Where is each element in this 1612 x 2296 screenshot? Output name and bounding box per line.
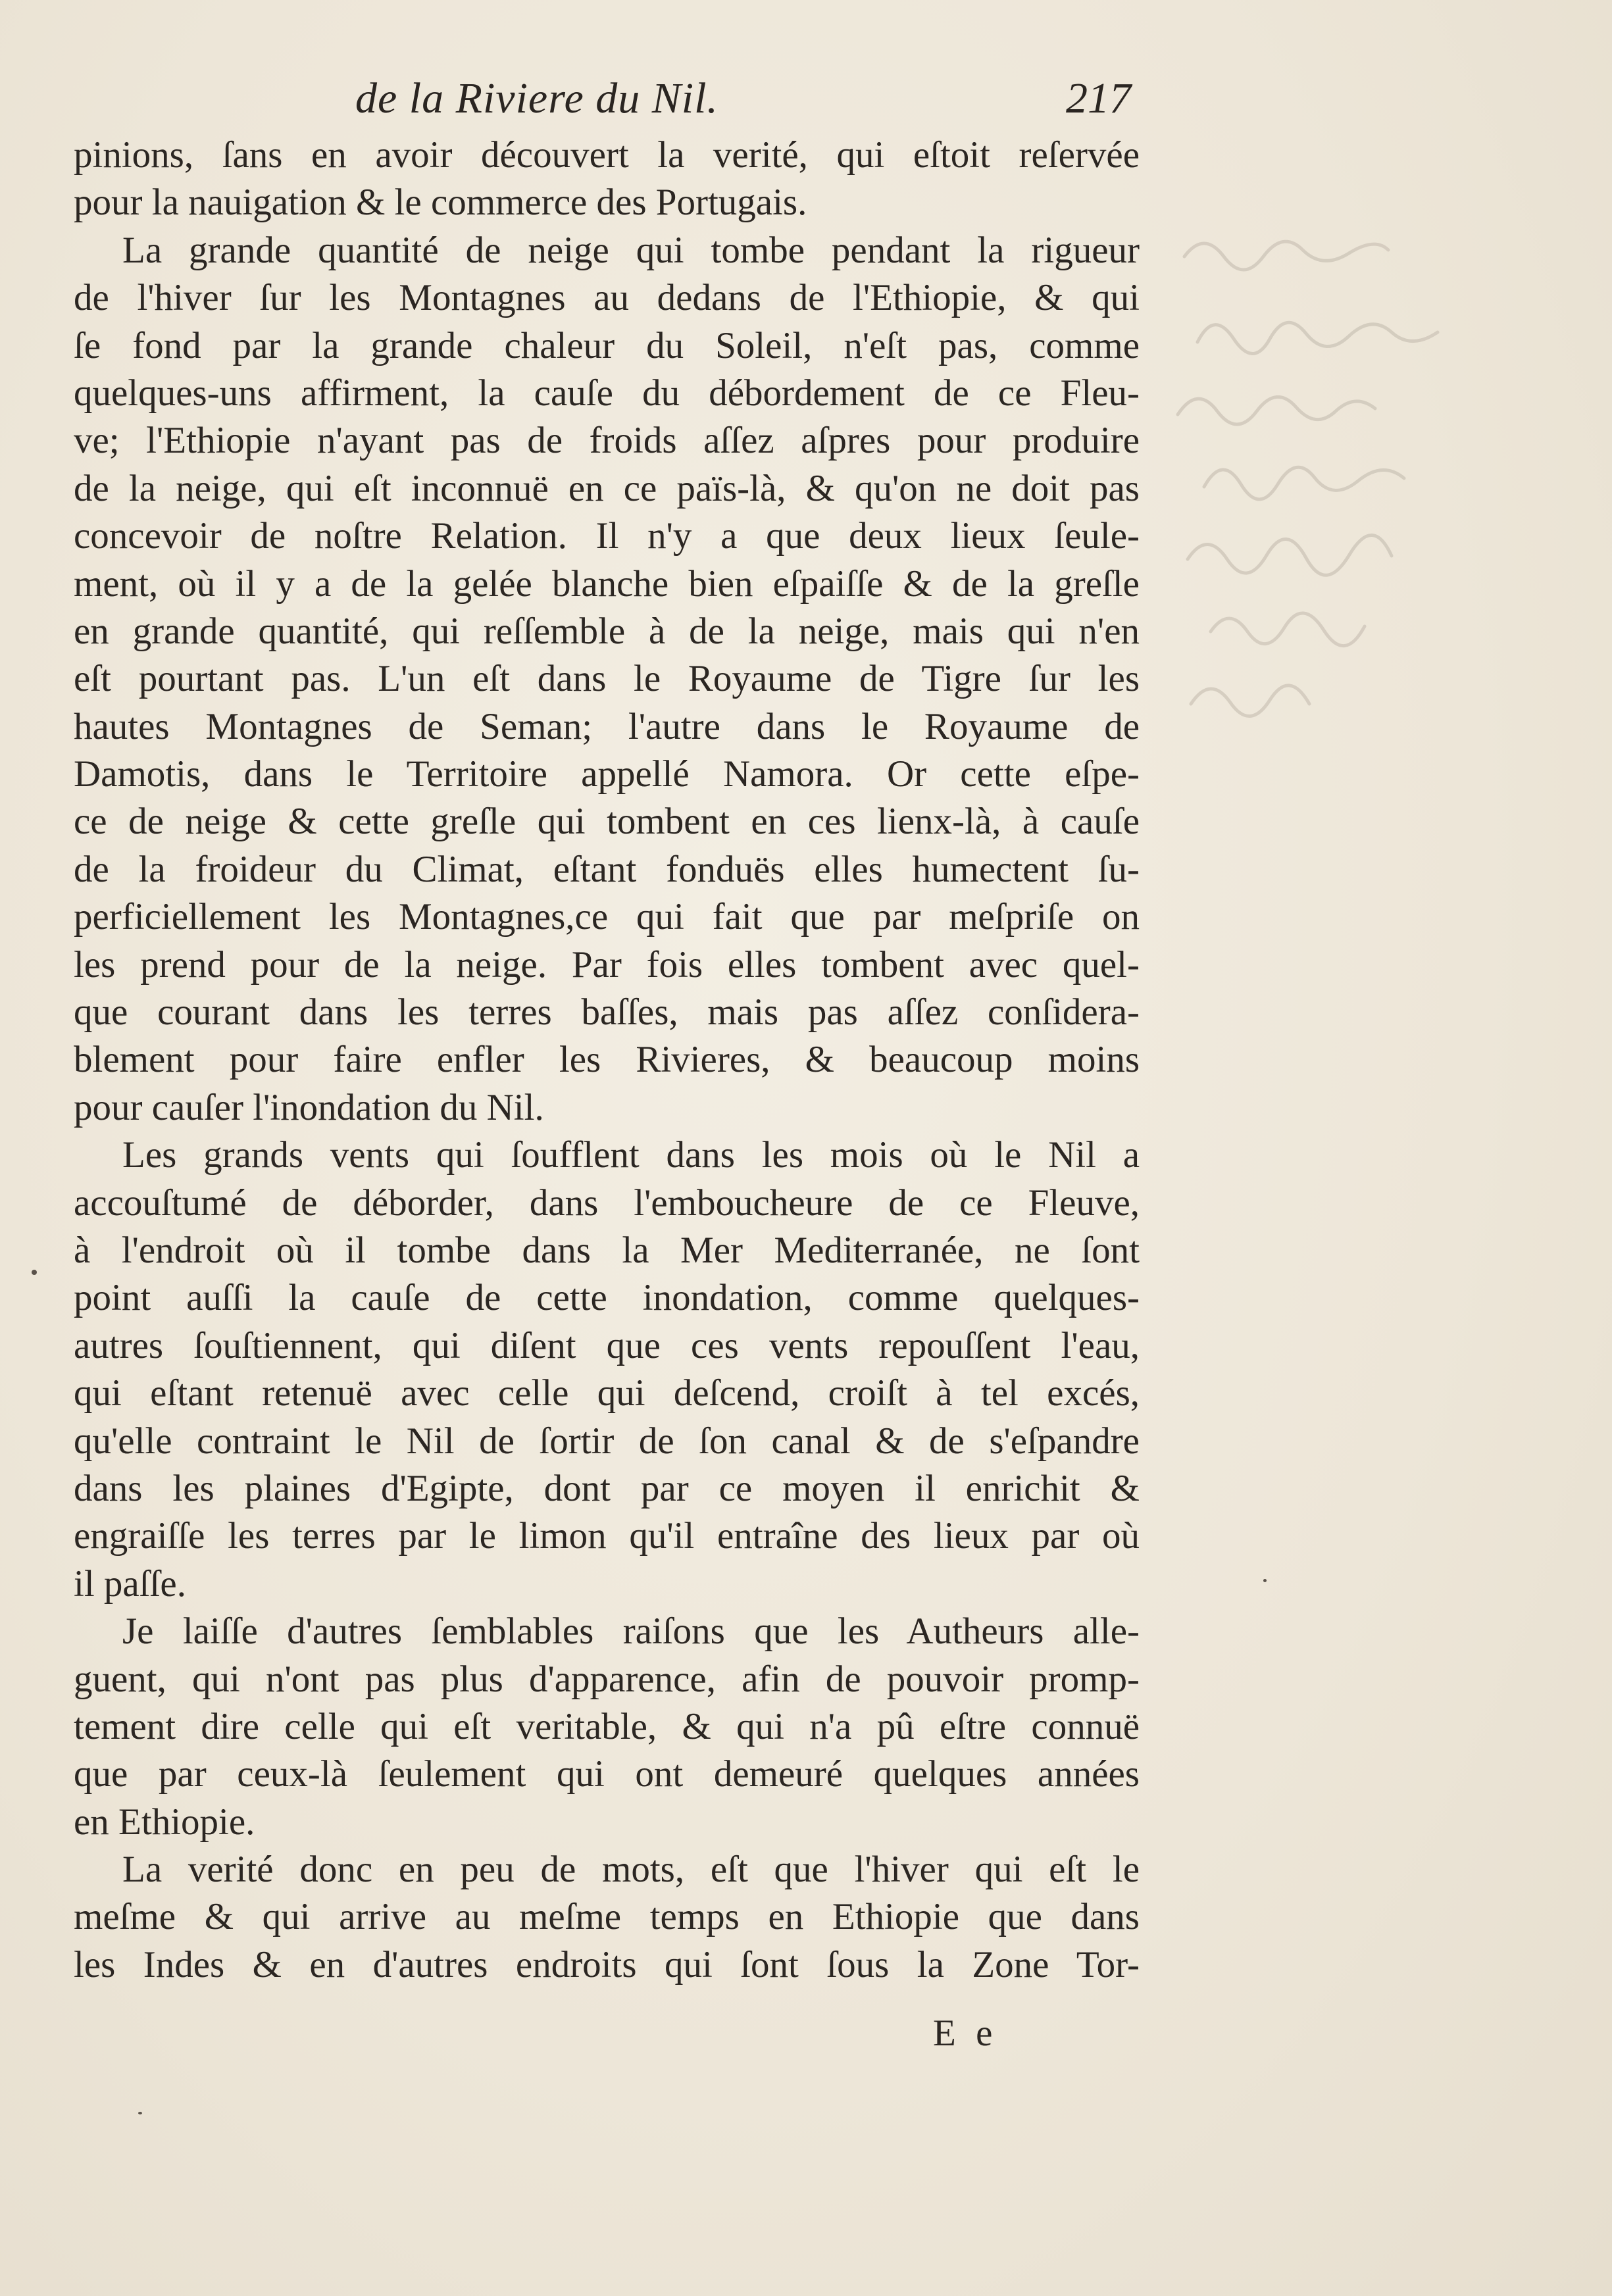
text-line: les prend pour de la neige. Par fois elles tombent avec quel-	[74, 943, 1140, 986]
text-line: hautes Montagnes de Seman; l'autre dans le Royaume de	[74, 705, 1140, 747]
ink-speck	[32, 1270, 37, 1275]
page-number: 217	[1066, 74, 1131, 122]
text-line: concevoir de noſtre Relation. Il n'y a que deux lieux ſeule-	[74, 515, 1140, 557]
ink-speck	[1263, 1579, 1267, 1582]
text-line: ce de neige & cette greſle qui tombent en ces lienx-là, à cauſe	[74, 801, 1140, 843]
text-line: ment, où il y a de la gelée blanche bien eſpaiſſe & de la greſle	[74, 562, 1140, 605]
show-through-marks	[1158, 178, 1605, 836]
text-line: pour cauſer l'inondation du Nil.	[74, 1086, 544, 1128]
text-line: engraiſſe les terres par le limon qu'il entraîne des lieux par où	[74, 1515, 1140, 1557]
catchword: E e	[933, 2012, 998, 2054]
text-line: il paſſe.	[74, 1562, 186, 1605]
text-line: de la neige, qui eſt inconnuë en ce païs-là, & qu'on ne doit pas	[74, 467, 1140, 509]
text-line: à l'endroit où il tombe dans la Mer Mediterranée, ne ſont	[74, 1229, 1140, 1271]
ink-speck	[138, 2112, 142, 2114]
text-line: accouſtumé de déborder, dans l'emboucheure de ce Fleuve,	[74, 1182, 1140, 1224]
text-line: dans les plaines d'Egipte, dont par ce moyen il enrichit &	[74, 1467, 1140, 1509]
text-line: perficiellement les Montagnes,ce qui fait que par meſpriſe on	[74, 896, 1140, 938]
text-line: que par ceux-là ſeulement qui ont demeuré quelques années	[74, 1753, 1140, 1795]
text-line: en grande quantité, qui reſſemble à de la neige, mais qui n'en	[74, 610, 1140, 652]
text-line: tement dire celle qui eſt veritable, & qui n'a pû eſtre connuë	[74, 1705, 1140, 1747]
text-line: La grande quantité de neige qui tombe pendant la rigueur	[122, 229, 1140, 271]
text-line: La verité donc en peu de mots, eſt que l'hiver qui eſt le	[122, 1849, 1140, 1891]
text-line: point auſſi la cauſe de cette inondation, comme quelques-	[74, 1277, 1140, 1319]
text-line: Damotis, dans le Territoire appellé Namora. Or cette eſpe-	[74, 753, 1140, 795]
text-line: Je laiſſe d'autres ſemblables raiſons que les Autheurs alle-	[122, 1610, 1140, 1653]
text-line: pour la nauigation & le commerce des Portugais.	[74, 182, 807, 224]
text-line: de la froideur du Climat, eſtant fonduës elles humectent ſu-	[74, 848, 1140, 890]
body-text	[74, 132, 1140, 1989]
text-line: que courant dans les terres baſſes, mais pas aſſez conſidera-	[74, 991, 1140, 1034]
text-line: qui eſtant retenuë avec celle qui deſcend, croiſt à tel excés,	[74, 1372, 1140, 1414]
text-line: en Ethiopie.	[74, 1801, 255, 1843]
text-line: quelques-uns affirment, la cauſe du débordement de ce Fleu-	[74, 372, 1140, 414]
text-line: les Indes & en d'autres endroits qui ſont ſous la Zone Tor-	[74, 1943, 1140, 1985]
text-line: meſme & qui arrive au meſme temps en Ethiopie que dans	[74, 1896, 1140, 1938]
text-line: blement pour faire enfler les Rivieres, & beaucoup moins	[74, 1039, 1140, 1081]
text-line: qu'elle contraint le Nil de ſortir de ſon canal & de s'eſpandre	[74, 1420, 1140, 1462]
text-line: pinions, ſans en avoir découvert la verité, qui eſtoit reſervée	[74, 134, 1140, 176]
text-line: ve; l'Ethiopie n'ayant pas de froids aſſez aſpres pour produire	[74, 420, 1140, 462]
text-line: eſt pourtant pas. L'un eſt dans le Royaume de Tigre ſur les	[74, 658, 1140, 700]
text-line: guent, qui n'ont pas plus d'apparence, afin de pouvoir promp-	[74, 1658, 1140, 1700]
running-head: de la Riviere du Nil.	[355, 74, 718, 122]
text-line: Les grands vents qui ſoufflent dans les mois où le Nil a	[122, 1134, 1140, 1176]
text-line: autres ſouſtiennent, qui diſent que ces vents repouſſent l'eau,	[74, 1324, 1140, 1366]
text-line: de l'hiver ſur les Montagnes au dedans de l'Ethiopie, & qui	[74, 277, 1140, 319]
text-line: ſe fond par la grande chaleur du Soleil, n'eſt pas, comme	[74, 324, 1140, 366]
